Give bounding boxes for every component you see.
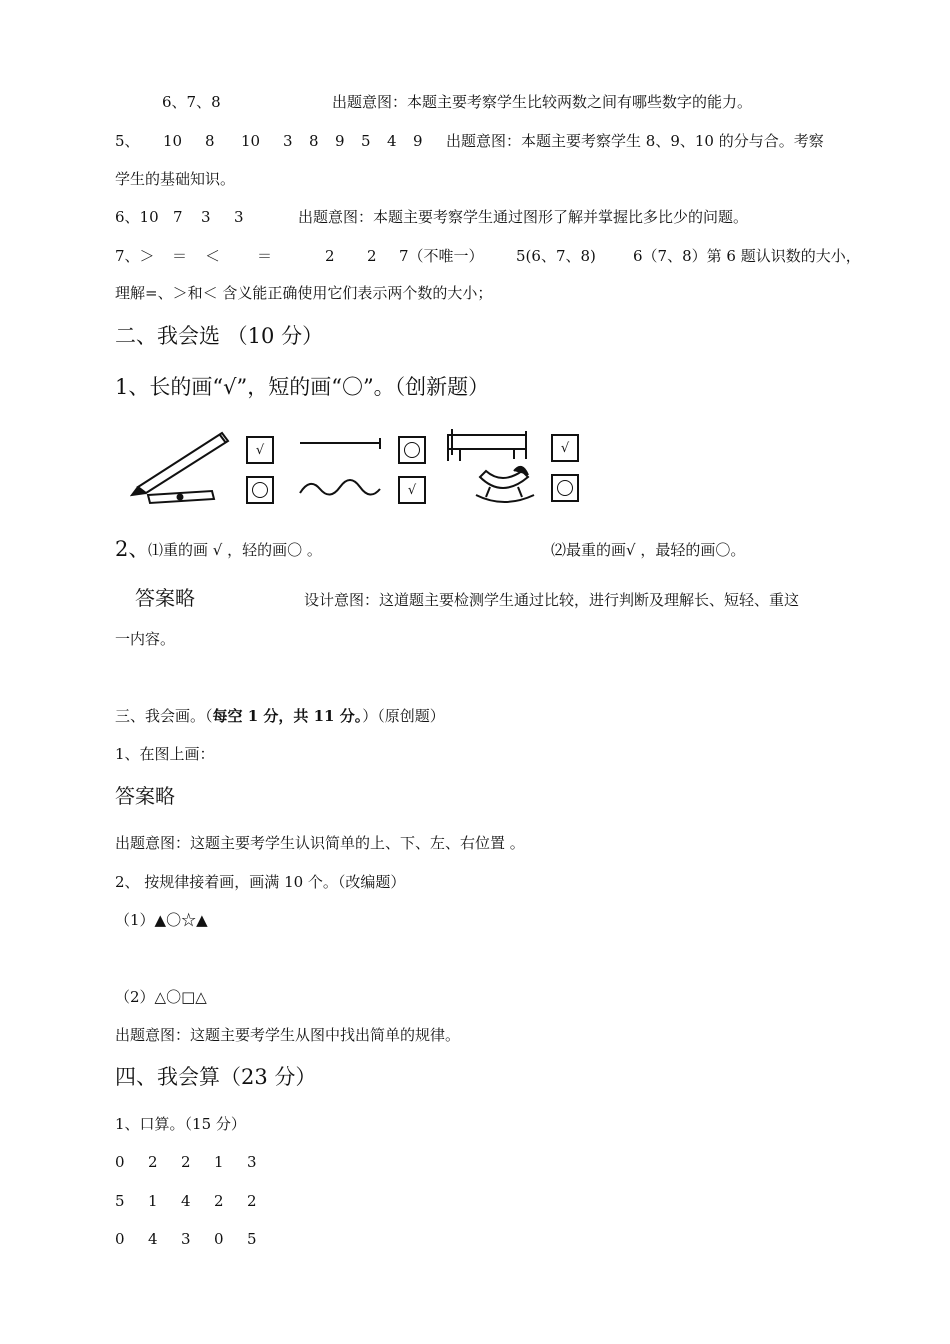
answer-7-eq1: ＝ [172,247,188,265]
cell: 2 [181,1153,191,1171]
section-3-pattern-1: （1）▲〇☆▲ [115,911,208,929]
answer-7-n3: 7（不唯一） [399,247,484,265]
answer-7-n2: 2 [367,247,377,265]
answer-7-lead: 7、＞ [115,247,155,265]
cell: 5 [115,1192,125,1210]
wavy-line-icon [300,480,380,495]
section-2-title: 二、我会选 （10 分） [115,324,324,348]
answer-4-intent: 出题意图：本题主要考察学生比较两数之间有哪些数字的能力。 [332,93,753,111]
answer-6-numbers [173,207,254,227]
bed-icon [448,429,526,461]
cell: 5 [247,1230,257,1248]
answer-box-bed: √ [551,434,579,462]
section-4-title: 四、我会算（23 分） [115,1065,317,1089]
circle-mark-icon [404,442,420,458]
num: 3 [283,132,293,150]
section-2-q2-part-a: ⑴重的画 √ ，轻的画〇 。 [148,541,322,559]
section-3-title [115,706,445,726]
section-2-q1: 1、长的画“√”，短的画“〇”。（创新题） [115,375,490,399]
num: 8 [205,132,215,150]
section-3-q1: 1、在图上画： [115,745,215,763]
mental-math-row-3 [115,1229,280,1249]
circle-mark-icon [252,482,268,498]
mental-math-row-2 [115,1191,280,1211]
section-3-intent-2: 出题意图：这题主要考学生从图中找出简单的规律。 [115,1026,461,1044]
answer-box-cradle [551,474,579,502]
eraser-icon [148,491,214,503]
cell: 3 [181,1230,191,1248]
section-3-title-a: 三、我会画。（ [115,707,213,725]
num: 9 [413,132,423,150]
section-2-q2-part-b: ⑵最重的画√ ，最轻的画〇。 [551,541,746,559]
cell: 0 [214,1230,224,1248]
answer-5-intent: 出题意图：本题主要考察学生 8、9、10 的分与合。考察 [446,132,824,150]
num: 3 [234,208,244,226]
section-3-answer: 答案略 [115,784,175,808]
num: 3 [201,208,211,226]
cell: 1 [214,1153,224,1171]
num: 9 [335,132,345,150]
comparison-illustration [130,425,590,515]
answer-7-lt: ＜ [205,247,221,265]
answer-4-numbers: 6、7、8 [162,93,221,111]
cell: 2 [148,1153,158,1171]
section-3-intent-1: 出题意图：这题主要考学生认识简单的上、下、左、右位置 。 [115,834,525,852]
num: 5 [361,132,371,150]
section-3-pattern-2: （2）△〇□△ [115,988,207,1006]
section-4-q1: 1、口算。（15 分） [115,1115,246,1133]
answer-box-eraser [246,476,274,504]
cell: 2 [214,1192,224,1210]
answer-7-continued: 理解=、＞和＜ 含义能正确使用它们表示两个数的大小； [115,284,493,302]
num: 10 [163,132,183,150]
section-3-title-c: ）（原创题） [362,707,445,725]
answer-5-continued: 学生的基础知识。 [115,170,236,188]
answer-5-numbers [163,131,433,151]
answer-7-n1: 2 [325,247,335,265]
section-2-intent: 设计意图：这道题主要检测学生通过比较，进行判断及理解长、短轻、重这 [304,591,800,609]
answer-6-lead: 6、10 [115,208,159,226]
cradle-icon [476,467,534,502]
straight-line-icon [300,438,380,449]
section-2-intent-continued: 一内容。 [115,630,176,648]
cell: 4 [148,1230,158,1248]
num: 8 [309,132,319,150]
answer-box-straight-line [398,436,426,464]
answer-7-eq2: ＝ [257,247,273,265]
answer-box-wavy-line: √ [398,476,426,504]
section-3-title-bold: 每空 1 分，共 11 分。 [212,707,363,725]
num: 7 [173,208,183,226]
section-2-answer: 答案略 [135,586,195,610]
num: 10 [241,132,261,150]
answer-5-lead: 5、 [115,132,140,150]
cell: 2 [247,1192,257,1210]
cell: 0 [115,1153,125,1171]
circle-mark-icon [557,480,573,496]
pencil-icon [132,433,228,495]
cell: 1 [148,1192,158,1210]
section-2-q2-lead: 2、 [115,537,150,561]
answer-7-n5: 6（7、8）第 6 题认识数的大小， [633,247,861,265]
cell: 4 [181,1192,191,1210]
mental-math-row-1 [115,1152,280,1172]
section-3-q2: 2、 按规律接着画，画满 10 个。（改编题） [115,873,406,891]
answer-7-n4: 5(6、7、8) [516,247,596,265]
num: 4 [387,132,397,150]
answer-box-pencil: √ [246,436,274,464]
answer-6-intent: 出题意图：本题主要考察学生通过图形了解并掌握比多比少的问题。 [298,208,749,226]
cell: 0 [115,1230,125,1248]
cell: 3 [247,1153,257,1171]
